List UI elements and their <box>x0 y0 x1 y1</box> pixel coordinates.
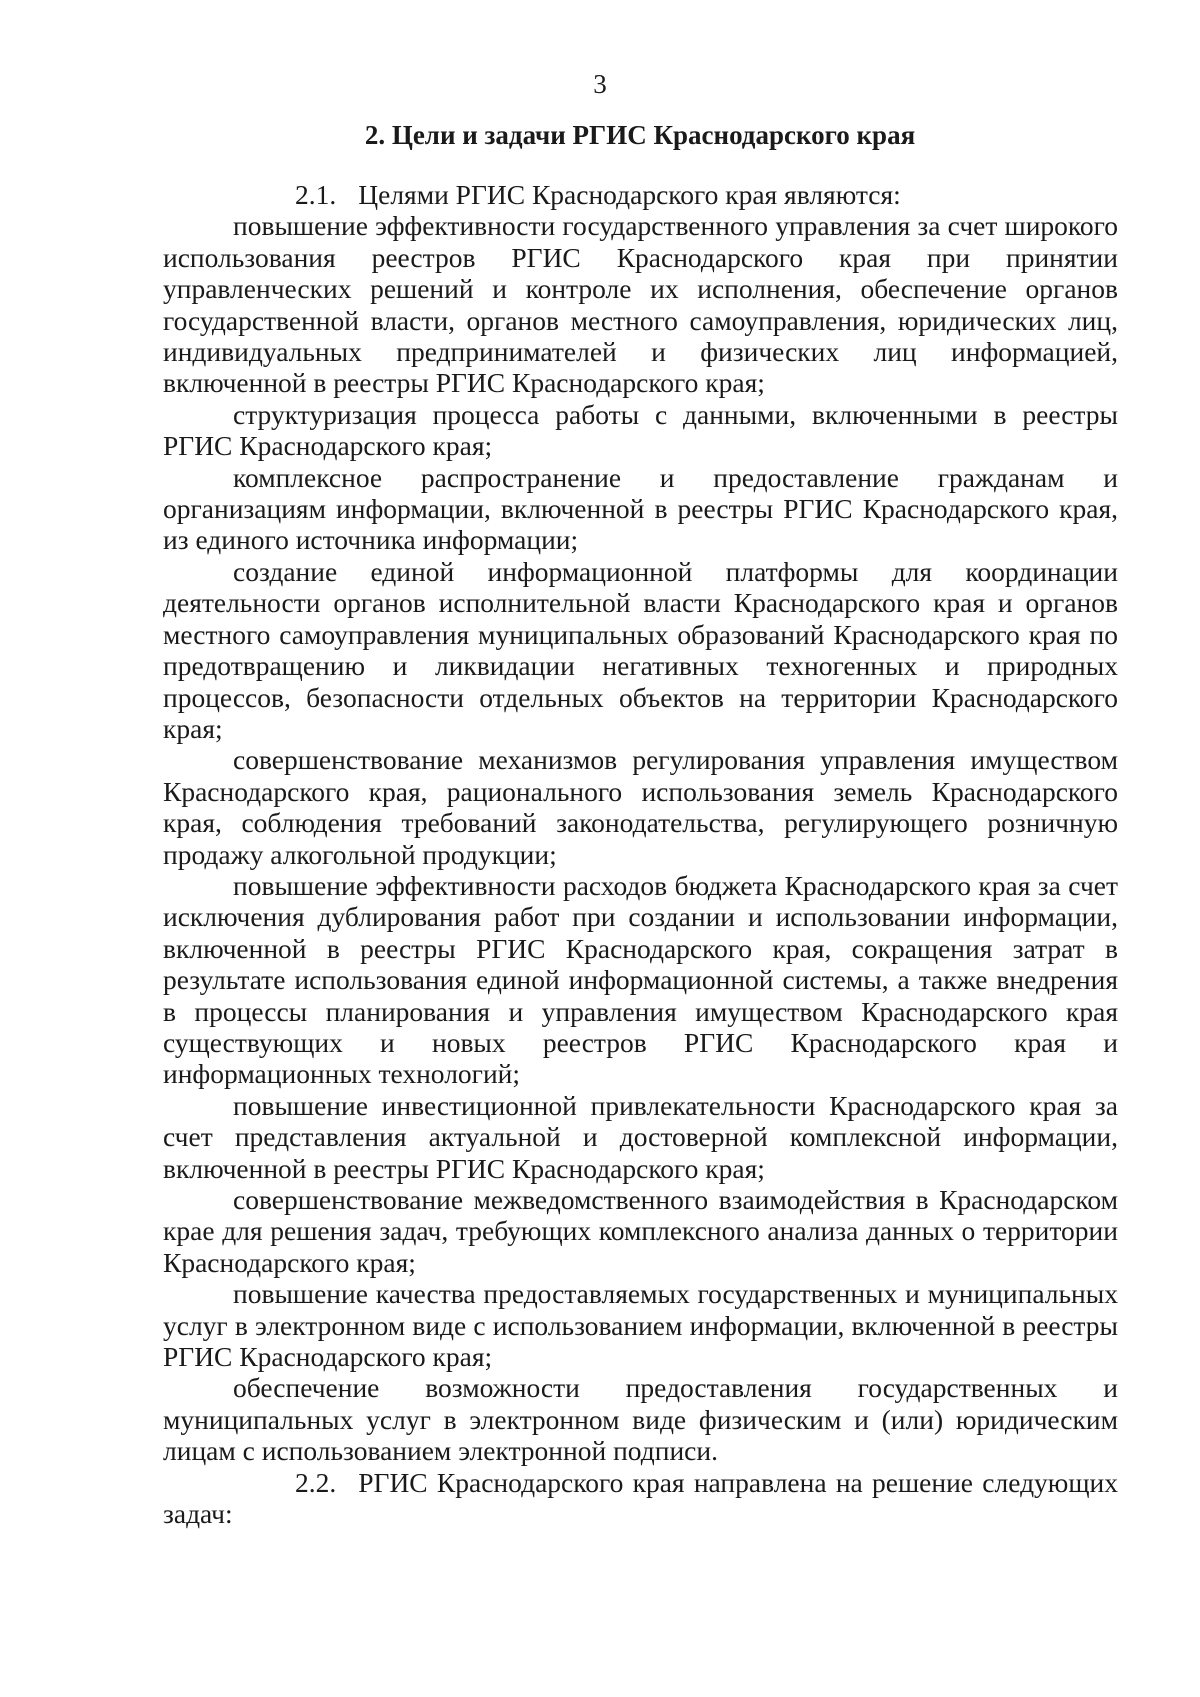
clause-2-2 <box>163 1467 1118 1530</box>
goal-paragraph: совершенствование межведомственного взаимодействия в Краснодарском крае для решения задач, требующих комплексного анализа данных о территории Краснодарского края; <box>163 1184 1118 1278</box>
goal-paragraph: повышение качества предоставляемых государственных и муниципальных услуг в электронном виде с использованием информации, включенной в реестры РГИС Краснодарского края; <box>163 1278 1118 1373</box>
section-body <box>163 179 1118 1529</box>
goal-paragraph: совершенствование механизмов регулирования управления имуществом Краснодарского края, рационального использования земель Краснодарского края, соблюдения требований законодательства, регулирующего розничную продажу алкогольной продукции; <box>163 744 1118 870</box>
goal-paragraph: повышение инвестиционной привлекательности Краснодарского края за счет представления актуальной и достоверной комплексной информации, включенной в реестры РГИС Краснодарского края; <box>163 1089 1118 1184</box>
goal-paragraph: создание единой информационной платформы для координации деятельности органов исполнительной власти Краснодарского края и органов местного самоуправления муниципальных образований Краснодарского края по предотвращению и ликвидации негативных техногенных и природных процессов, безопасности отдельных объектов на территории Краснодарского края; <box>163 555 1118 744</box>
clause-2-1-number: 2.1. <box>295 179 337 210</box>
goal-paragraph: структуризация процесса работы с данными, включенными в реестры РГИС Краснодарского края; <box>163 398 1118 462</box>
clause-2-1 <box>163 179 1118 210</box>
clause-2-1-text: Целями РГИС Краснодарского края являются: <box>358 179 901 210</box>
section-heading: 2. Цели и задачи РГИС Краснодарского края <box>364 120 916 150</box>
page-number: 3 <box>593 69 607 99</box>
goal-paragraph: обеспечение возможности предоставления государственных и муниципальных услуг в электронном виде физическим и (или) юридическим лицам с использованием электронной подписи. <box>163 1372 1118 1467</box>
goal-paragraph: комплексное распространение и предоставление гражданам и организациям информации, включенной в реестры РГИС Краснодарского края, из единого источника информации; <box>163 461 1118 556</box>
clause-2-2-text: РГИС Краснодарского края направлена на решение следующих задач: <box>163 1466 1118 1530</box>
goal-paragraph: повышение эффективности расходов бюджета Краснодарского края за счет исключения дублирования работ при создании и использовании информации, включенной в реестры РГИС Краснодарского края, сокращения затрат в результате использования единой информационной системы, а также внедрения в процессы планирования и управления имуществом Краснодарского края существующих и новых реестров РГИС Краснодарского края и информационных технологий; <box>163 869 1118 1090</box>
clause-2-2-number: 2.2. <box>295 1466 337 1498</box>
goal-paragraph: повышение эффективности государственного управления за счет широкого использования реестров РГИС Краснодарского края при принятии управленческих решений и контроле их исполнения, обеспечение органов государственной власти, органов местного самоуправления, юридических лиц, индивидуальных предпринимателей и физических лиц информацией, включенной в реестры РГИС Краснодарского края; <box>163 210 1118 399</box>
